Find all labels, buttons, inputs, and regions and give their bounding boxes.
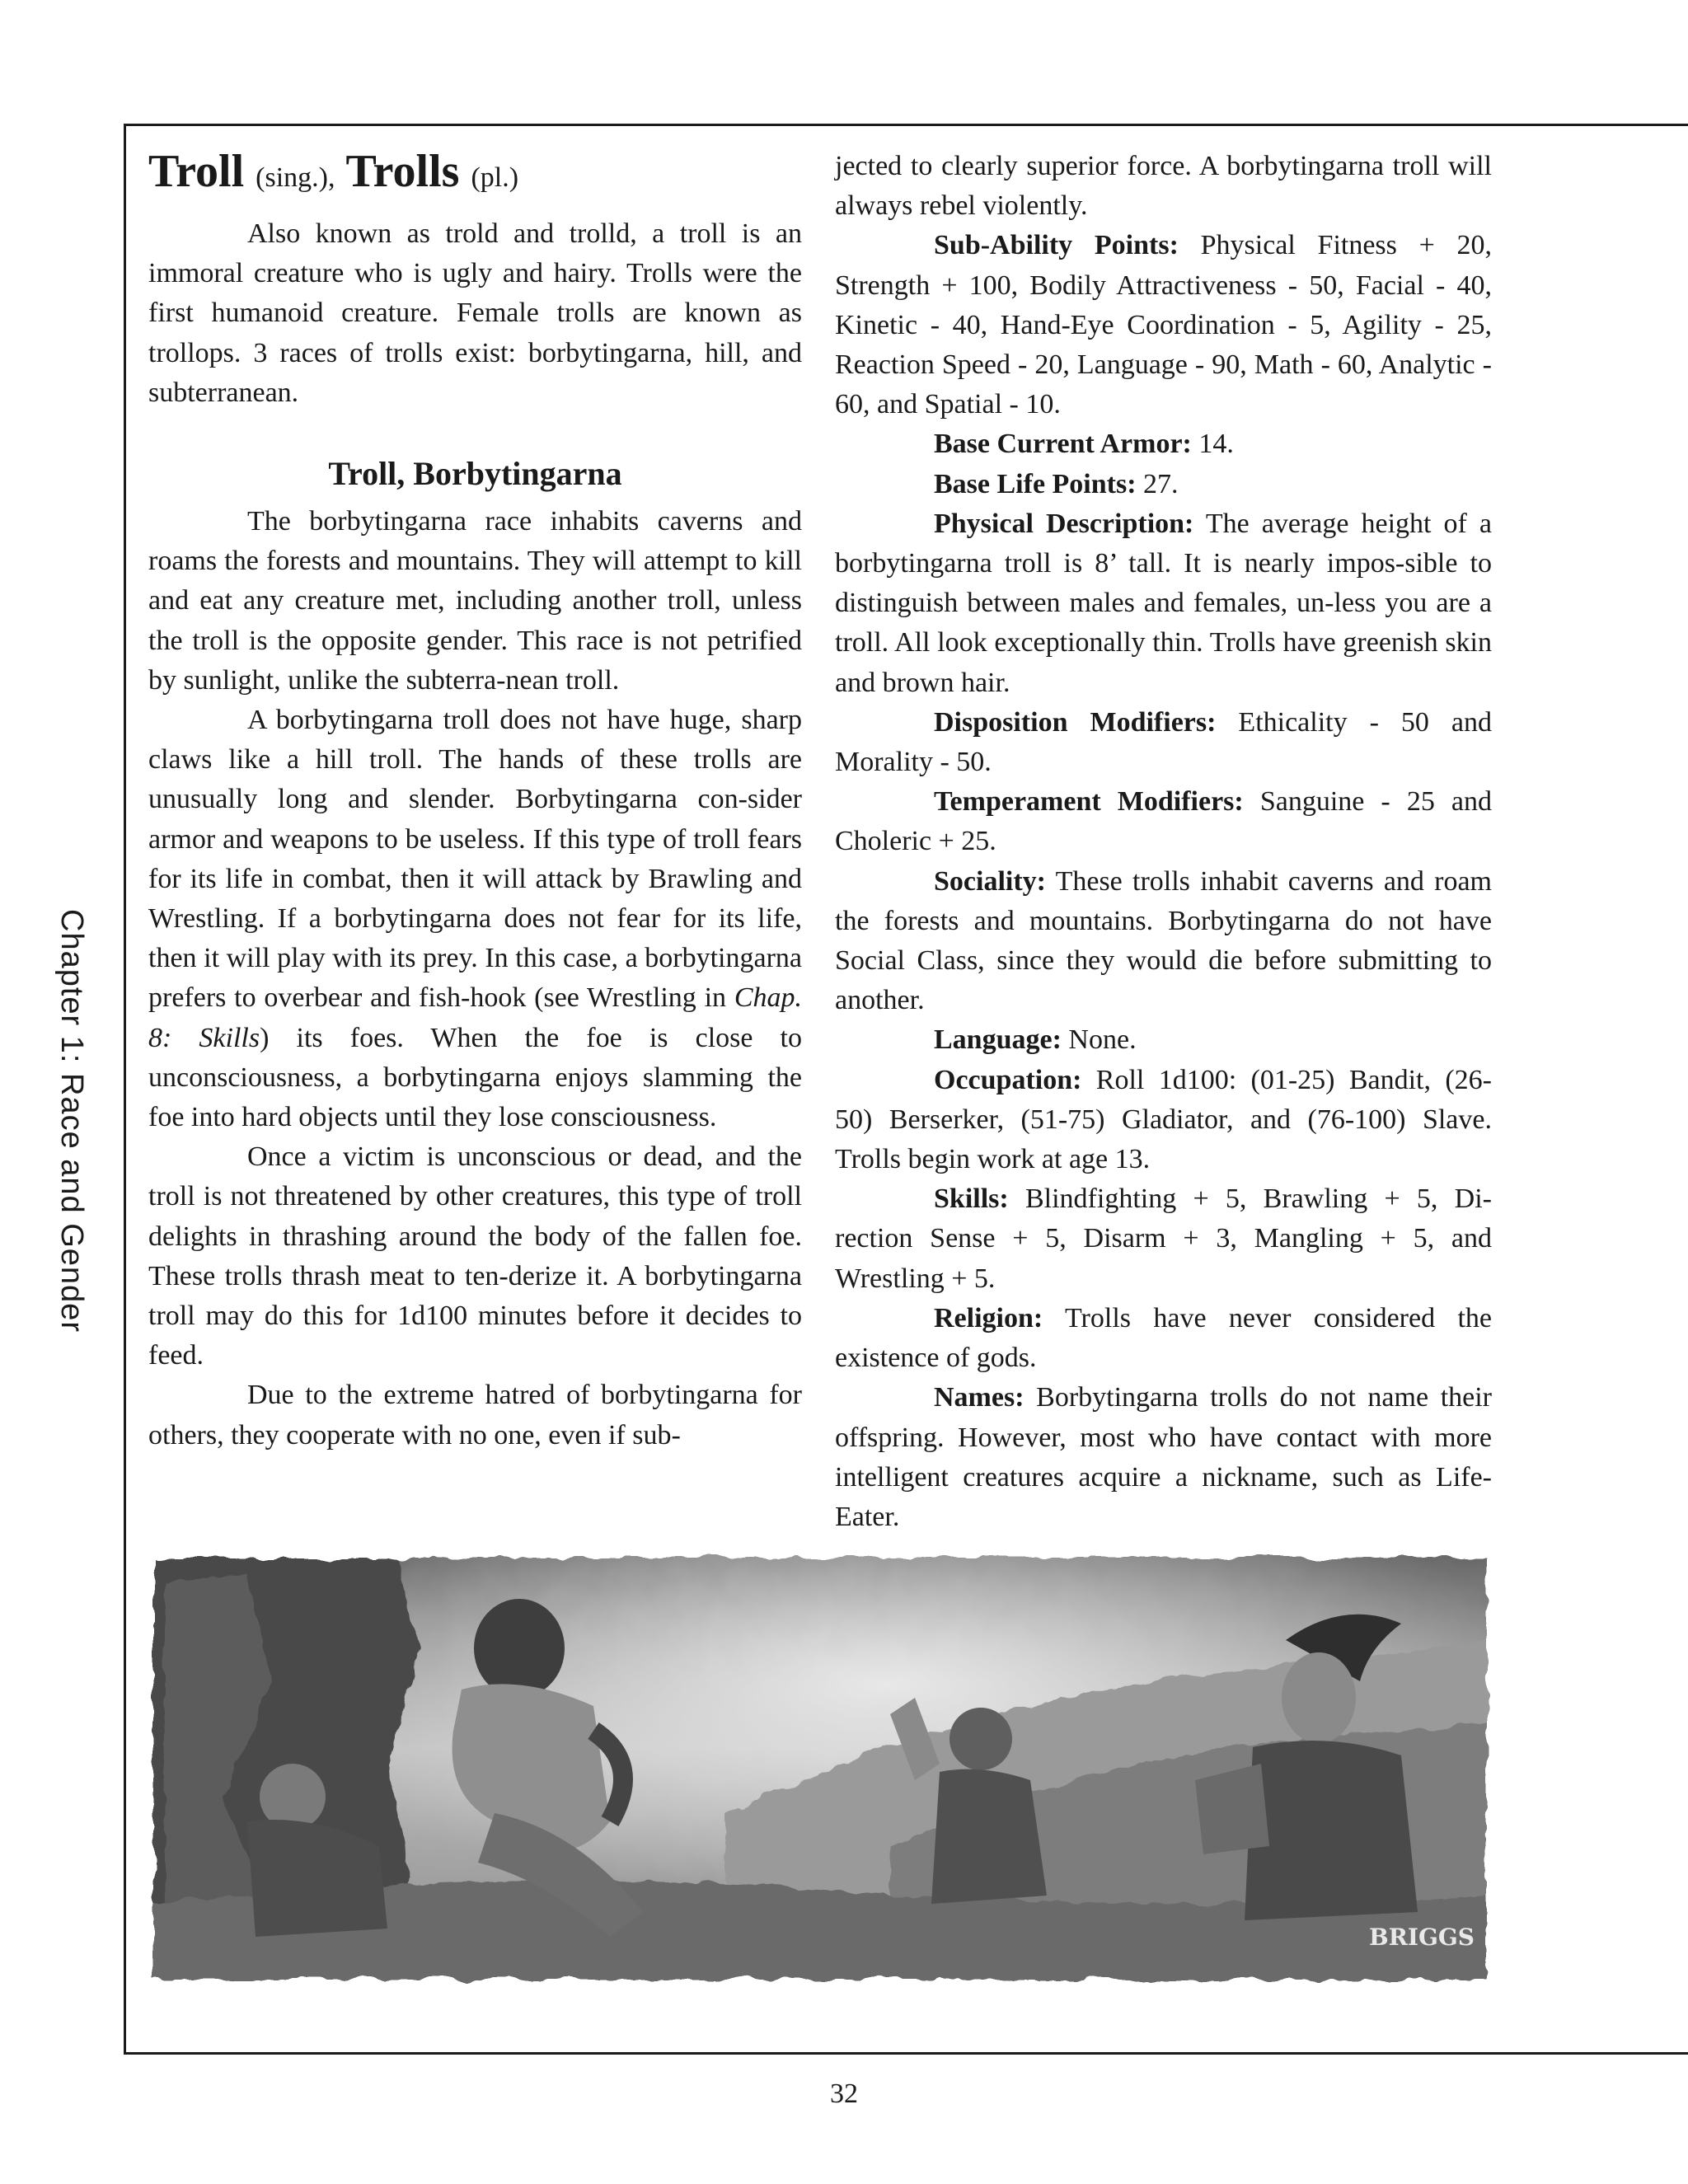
continuation-paragraph: jected to clearly superior force. A borbytingarna troll will always rebel violently. [835,151,1492,222]
entry-label: Sociality: [934,865,1046,897]
entry-label: Temperament Modifiers: [934,786,1244,818]
left-paragraph [148,701,802,1137]
entry-label: Sub-Ability Points: [934,230,1179,261]
entry-text: 27. [1136,468,1179,499]
troll-illustration [148,1549,1492,1986]
entry-text: The average height of a borbytingarna troll is 8’ tall. It is nearly impos-sible to distinguish between males and females, un-less you are a troll. All look exceptionally thin. Trolls have greenish skin and brown hair. [835,508,1493,698]
entry-text: Blindfighting + 5, Brawling + 5, Di-rection Sense + 5, Disarm + 3, Mangling + 5, and Wrestling + 5. [835,1183,1492,1294]
stat-entry [835,504,1492,703]
stat-entry [835,1061,1492,1180]
left-paragraph: Due to the extreme hatred of borbytingarna for others, they cooperate with no one, even if sub- [148,1380,802,1451]
stat-entry [835,1179,1492,1299]
entry-label: Occupation: [934,1064,1082,1095]
left-paragraph: The borbytingarna race inhabits caverns and roams the forests and mountains. They will attempt to kill and eat any creature met, including another troll, unless the troll is the opposite gender. This race is not petrified by sunlight, unlike the subterra-nean troll. [148,506,802,696]
stat-entry [835,424,1492,464]
stat-entry [835,1020,1492,1060]
stat-entry [835,465,1492,504]
chapter-reference: Chap. 8: Skills [148,982,802,1053]
paragraph-text: ) its foes. When the foe is close to unconsciousness, a borbytingarna enjoys slamming the foe into hard objects until they lose consciousness. [148,1022,803,1133]
left-paragraph: Once a victim is unconscious or dead, and the troll is not threatened by other creatures, this type of troll delights in thrashing around the body of the fallen foe. These trolls thrash meat to ten-derize it. A borbytingarna troll may do this for 1d100 minutes before it decides to feed. [148,1141,802,1371]
entry-text: Physical Fitness + 20, Strength + 100, Bodily Attractiveness - 50, Facial - 40, Kinetic - 40, Hand-Eye Coordination - 5, Agility - 25, Reaction Speed - 20, Language - 90, Math - 60, Analytic - 60, and Spatial - 10. [835,230,1492,420]
stat-entry [835,703,1492,782]
title-sing: (sing.), [256,162,335,193]
stat-entry [835,1378,1492,1537]
stat-entry [835,782,1492,861]
page-number: 32 [830,2079,858,2109]
title-pl: (pl.) [471,162,519,193]
entry-label: Names: [934,1382,1025,1413]
entry-text: Roll 1d100: (01-25) Bandit, (26-50) Berserker, (51-75) Gladiator, and (76-100) Slave. Trolls begin work at age 13. [835,1064,1492,1175]
entry-label: Base Life Points: [934,468,1137,499]
entry-label: Religion: [934,1302,1043,1333]
entry-label: Language: [934,1024,1062,1056]
artist-signature: BRIGGS [1368,1924,1475,1951]
page-title [148,147,802,203]
entry-label: Disposition Modifiers: [934,706,1217,738]
title-plural: Trolls [345,146,460,197]
entry-text: Sanguine - 25 and Choleric + 25. [835,786,1492,857]
entry-text: Trolls have never considered the existence of gods. [835,1302,1492,1374]
paragraph-text: A borbytingarna troll does not have huge, sharp claws like a hill troll. The hands of these trolls are unusually long and slender. Borbytingarna con-sider armor and weapons to be useless. If this type of troll fears for its life in combat, then it will attack by Brawling and Wrestling. If a borbytingarna does not fear for its life, then it will play with its prey. In this case, a borbytingarna prefers to overbear and fish-hook (see Wrestling in [148,705,802,1014]
intro-paragraph: Also known as trold and trolld, a troll is an immoral creature who is ugly and hairy. Trolls were the first humanoid creature. Female trolls are known as trollops. 3 races of trolls exist: borbytingarna, hill, and subterranean. [148,218,802,408]
entry-text: These trolls inhabit caverns and roam the forests and mountains. Borbytingarna do not have Social Class, since they would die before submitting to another. [835,865,1492,1016]
entry-text: Ethicality - 50 and Morality - 50. [835,706,1492,778]
stat-entry [835,1299,1492,1378]
stat-entry [835,226,1492,424]
left-column [148,147,802,1455]
entry-label: Physical Description: [934,508,1194,539]
right-column [835,147,1492,1537]
stat-entry [835,862,1492,1021]
entry-text: None. [1061,1024,1137,1056]
title-main: Troll [148,146,245,197]
entry-text: 14. [1191,429,1234,460]
entry-text: Borbytingarna trolls do not name their offspring. However, most who have contact with more intelligent creatures acquire a nickname, such as Life-Eater. [835,1382,1492,1532]
entry-label: Base Current Armor: [934,429,1192,460]
section-heading: Troll, Borbytingarna [328,455,622,493]
entry-label: Skills: [934,1183,1009,1215]
